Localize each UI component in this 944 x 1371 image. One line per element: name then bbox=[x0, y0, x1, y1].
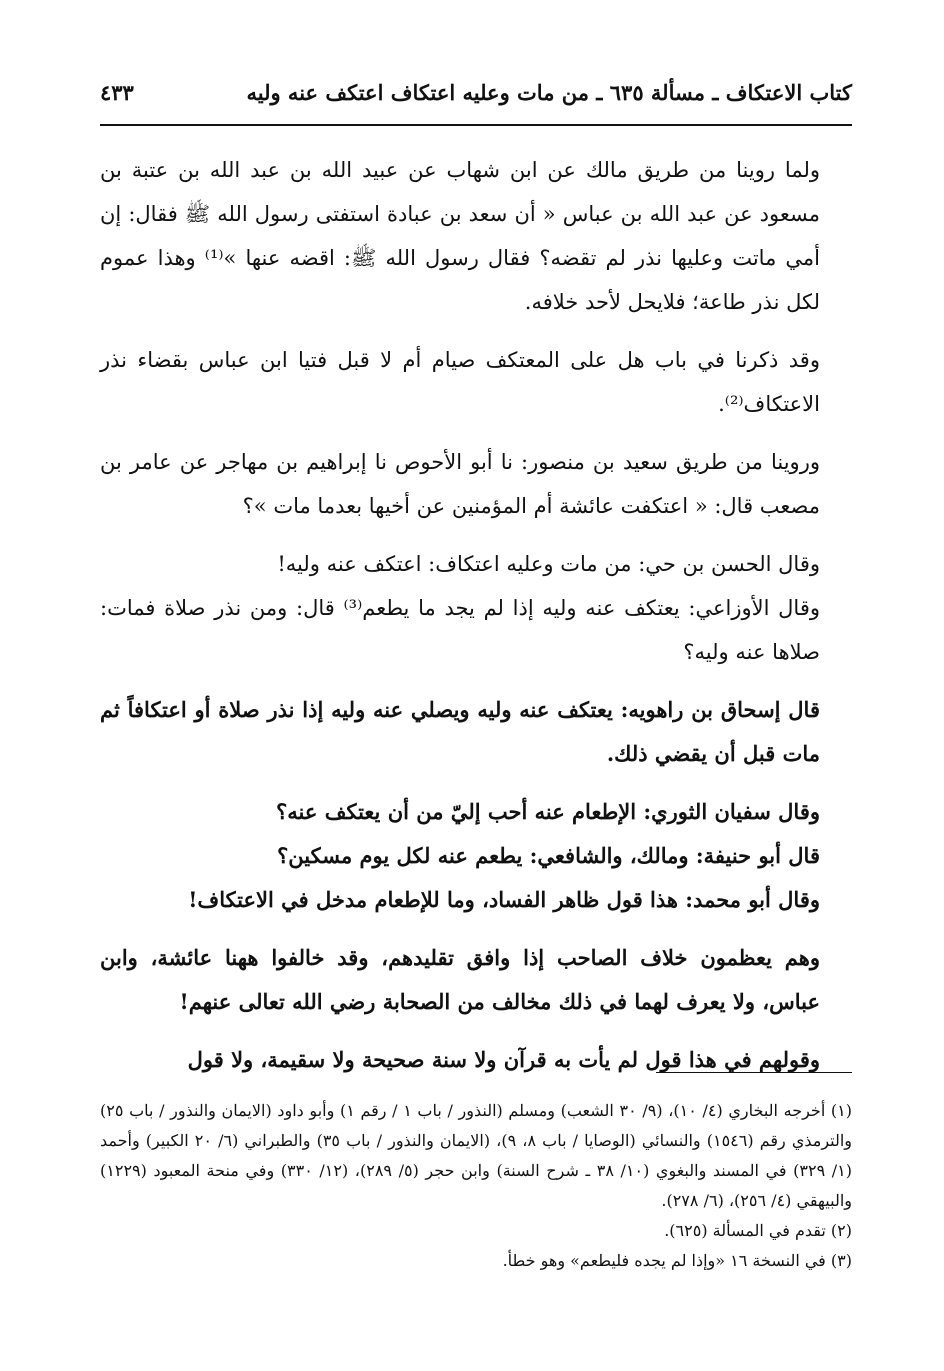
running-header bbox=[100, 72, 852, 112]
paragraph: قال أبو حنيفة: ومالك، والشافعي: يطعم عنه لكل يوم مسكين؟ bbox=[277, 843, 820, 868]
footnote: (١) أخرجه البخاري (٤/ ١٠)، (٩/ ٣٠ الشعب) ومسلم (النذور / باب ١ / رقم ١) وأبو داود (الايمان والنذور / باب ٢٥) والترمذي رقم (١٥٤٦) والنسائي (الوصايا / باب ٨، ٩)، (الايمان والنذور / باب ٣٥) والطبراني (٦/ ٢٠ الكبير) وأحمد (١/ ٣٢٩) في المسند والبغوي (١٠/ ٣٨ ـ شرح السنة) وابن حجر (٥/ ٢٨٩)، (١٢/ ٣٣٠) وفي منحة المعبود (١٢٢٩) والبيهقي (٤/ ٢٥٦)، (٦/ ٢٧٨). bbox=[100, 1101, 853, 1210]
header-divider bbox=[100, 124, 852, 126]
paragraph: قال إسحاق بن راهويه: يعتكف عنه وليه ويصلي عنه وليه إذا نذر صلاة أو اعتكافاً ثم مات قبل أن يقضي ذلك. bbox=[100, 697, 820, 766]
paragraph: وهم يعظمون خلاف الصاحب إذا وافق تقليدهم، وقد خالفوا ههنا عائشة، وابن عباس، ولا يعرف لهما في ذلك مخالف من الصحابة رضي الله تعالى عنهم! bbox=[100, 945, 820, 1014]
paragraph: وقد ذكرنا في باب هل على المعتكف صيام أم لا قبل فتيا ابن عباس بقضاء نذر الاعتكاف⁽²⁾. bbox=[100, 348, 820, 416]
paragraph: وقولهم في هذا قول لم يأت به قرآن ولا سنة صحيحة ولا سقيمة، ولا قول bbox=[187, 1047, 820, 1072]
header-title: كتاب الاعتكاف ـ مسألة ٦٣٥ ـ من مات وعليه اعتكاف اعتكف عنه وليه bbox=[246, 79, 852, 105]
page-number: ٤٣٣ bbox=[100, 79, 134, 105]
footnotes bbox=[100, 1096, 852, 1276]
paragraph: وقال الحسن بن حي: من مات وعليه اعتكاف: اعتكف عنه وليه! bbox=[277, 552, 820, 576]
paragraph: وقال سفيان الثوري: الإطعام عنه أحب إليّ من أن يعتكف عنه؟ bbox=[276, 799, 820, 824]
main-text bbox=[100, 148, 852, 1082]
paragraph: وقال الأوزاعي: يعتكف عنه وليه إذا لم يجد ما يطعم⁽³⁾ قال: ومن نذر صلاة فمات: صلاها عنه وليه؟ bbox=[100, 596, 820, 664]
footnote: (٢) تقدم في المسألة (٦٢٥). bbox=[664, 1221, 852, 1240]
paragraph: وقال أبو محمد: هذا قول ظاهر الفساد، وما للإطعام مدخل في الاعتكاف! bbox=[188, 887, 820, 912]
paragraph: وروينا من طريق سعيد بن منصور: نا أبو الأحوص نا إبراهيم بن مهاجر عن عامر بن مصعب قال: « اعتكفت عائشة أم المؤمنين عن أخيها بعدما مات »؟ bbox=[100, 450, 820, 518]
footnote-divider bbox=[656, 1072, 852, 1073]
paragraph: ولما روينا من طريق مالك عن ابن شهاب عن عبيد الله بن عبد الله بن عتبة بن مسعود عن عبد الله بن عباس « أن سعد بن عبادة استفتى رسول الله ﷺ فقال: إن أمي ماتت وعليها نذر لم تقضه؟ فقال رسول الله ﷺ: اقضه عنها »⁽¹⁾ وهذا عموم لكل نذر طاعة؛ فلايحل لأحد خلافه. bbox=[100, 158, 820, 314]
footnote: (٣) في النسخة ١٦ «وإذا لم يجده فليطعم» وهو خطأ. bbox=[502, 1251, 852, 1270]
